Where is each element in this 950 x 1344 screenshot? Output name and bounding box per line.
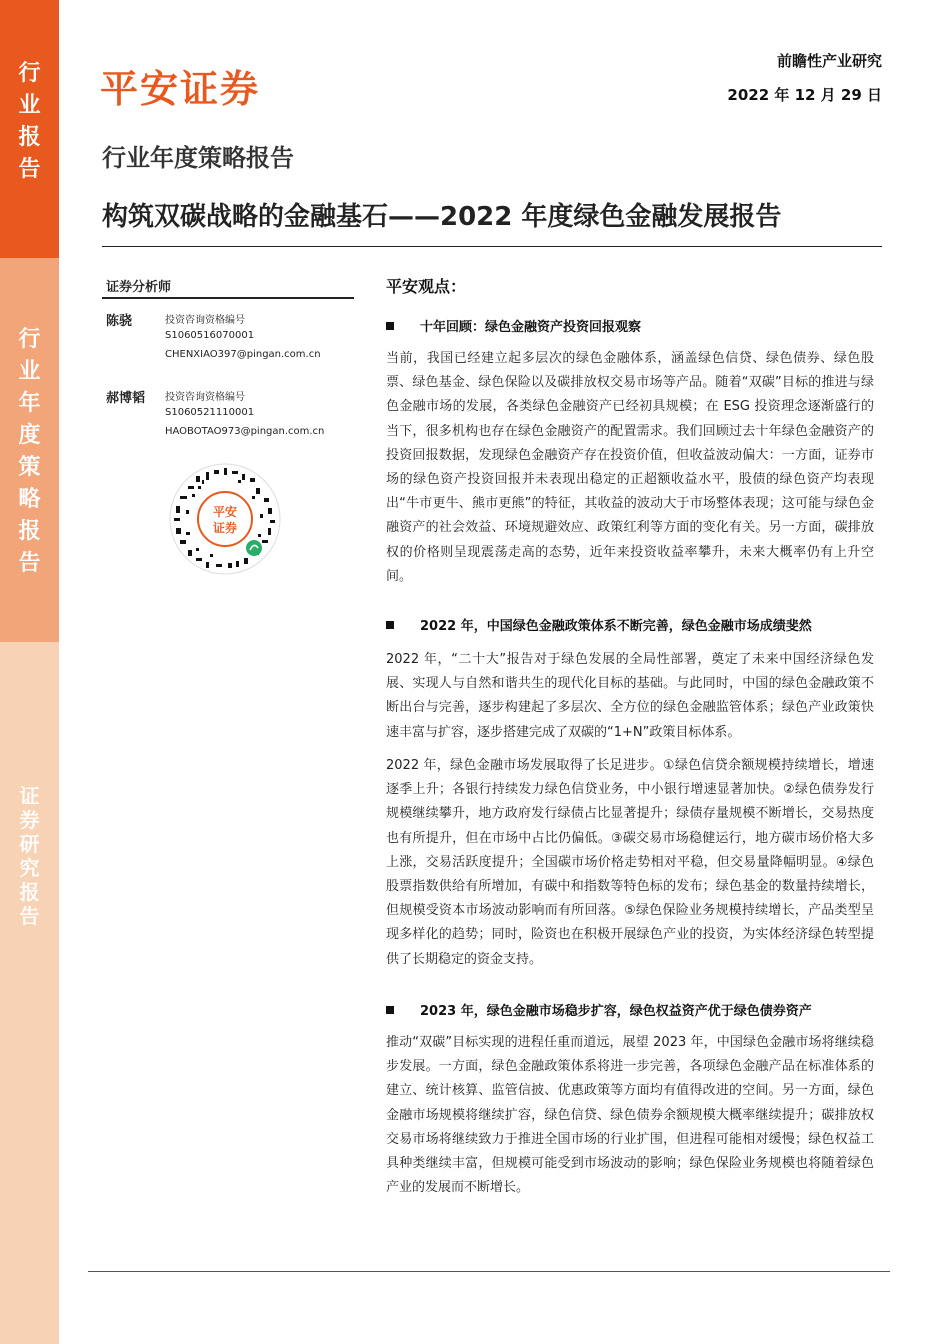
analysts-heading: 证券分析师	[106, 280, 172, 295]
section-heading	[386, 1000, 812, 1019]
sidebar-char: 策	[18, 455, 41, 480]
sidebar-char: 研	[19, 832, 40, 856]
section-heading-text: 2023 年，绿色金融市场稳步扩容，绿色权益资产优于绿色债券资产	[420, 1004, 812, 1019]
analyst-license-label: 投资咨询资格编号	[165, 315, 245, 326]
report-type: 行业年度策略报告	[102, 144, 294, 172]
section-paragraph: 2022 年，“二十大”报告对于绿色发展的全局性部署，奠定了未来中国经济绿色发展、实现人与自然和谐共生的现代化目标的基础。与此同时，中国的绿色金融政策不断出台与完善，逐步构建起了多层次、全方位的绿色金融监管体系；绿色产业政策快速丰富与扩容，逐步搭建完成了双碳的“1+N”政策目标体系。	[386, 652, 874, 740]
analyst-email[interactable]: CHENXIAO397@pingan.com.cn	[165, 349, 321, 360]
section-paragraph: 2022 年，绿色金融市场发展取得了长足进步。①绿色信贷余额规模持续增长，增速逐季上升；各银行持续发力绿色信贷业务，中小银行增速显著加快。②绿色债券发行规模继续攀升，地方政府发行绿债占比显著提升；绿债存量规模不断增长，交易热度也有所提升，但在市场中占比仍偏低。③碳交易市场稳健运行，地方碳市场价格大多上涨，交易活跃度提升；全国碳市场价格走势相对平稳，但交易量降幅明显。④绿色股票指数供给有所增加，有碳中和指数等特色标的发布；绿色基金的数量持续增长，但规模受资本市场波动影响而有所回落。⑤绿色保险业务规模持续增长，产品类型呈现多样化的趋势；同时，险资也在积极开展绿色产业的投资，为实体经济绿色转型提供了长期稳定的资金支持。	[386, 758, 874, 967]
svg-text:平安: 平安	[212, 505, 238, 519]
sidebar-char: 业	[18, 93, 41, 118]
analyst-name: 郝博韬	[106, 391, 146, 406]
sidebar-char: 报	[18, 519, 41, 544]
analyst-license-number: S1060521110001	[165, 407, 255, 418]
sidebar-char: 究	[19, 856, 40, 880]
sidebar-char: 略	[18, 487, 41, 512]
sidebar-char: 告	[19, 904, 40, 928]
section-paragraph: 当前，我国已经建立起多层次的绿色金融体系，涵盖绿色信贷、绿色债券、绿色股票、绿色基金、绿色保险以及碳排放权交易市场等产品。随着“双碳”目标的推进与绿色金融市场的发展，各类绿色金融资产已经初具规模；在 ESG 投资理念逐渐盛行的当下，很多机构也存在绿色金融资产的配置需求。我们回顾过去十年绿色金融资产的投资回报数据，发现绿色金融资产存在投资价值，但收益波动偏大：一方面，证券市场的绿色资产投资回报并未表现出稳定的正超额收益水平，股债的绿色资产均表现出“牛市更牛、熊市更熊”的特征，其收益的波动大于市场整体表现；这可能与绿色金融资产的社会效益、环境规避效应、政策红利等方面的变化有关。另一方面，碳排放权的价格则呈现震荡走高的态势，近年来投资收益率攀升，未来大概率仍有上升空间。	[386, 351, 874, 584]
bullet-square-icon	[386, 1006, 394, 1014]
section-paragraph: 推动“双碳”目标实现的进程任重而道远，展望 2023 年，中国绿色金融市场将继续稳步发展。一方面，绿色金融政策体系将进一步完善，各项绿色金融产品在标准体系的建立、统计核算、监管信披、优惠政策等方面均有值得改进的空间。另一方面，绿色金融市场规模将继续扩容，绿色信贷、绿色债券余额规模大概率继续提升；碳排放权交易市场将继续致力于推进全国市场的行业扩围，但进程可能相对缓慢；绿色权益工具种类继续丰富，但规模可能受到市场波动的影响；绿色保险业务规模也将随着绿色产业的发展而不断增长。	[386, 1035, 874, 1196]
bullet-square-icon	[386, 322, 394, 330]
section-heading-text: 十年回顾：绿色金融资产投资回报观察	[420, 320, 642, 335]
sidebar-char: 报	[18, 125, 41, 150]
key-views-heading: 平安观点：	[386, 277, 467, 296]
sidebar-char: 行	[18, 61, 41, 86]
brand-logo: 平安证券	[100, 67, 261, 111]
sidebar-char: 度	[18, 423, 41, 448]
sidebar-block-securities-research	[0, 642, 59, 1344]
sidebar-char: 行	[18, 327, 41, 352]
section-heading	[386, 316, 641, 335]
mini-program-qr-code	[168, 462, 282, 576]
analyst-email[interactable]: HAOBOTAO973@pingan.com.cn	[165, 426, 325, 437]
analyst-name: 陈骁	[106, 314, 133, 329]
sidebar-char: 报	[19, 880, 40, 904]
bullet-square-icon	[386, 621, 394, 629]
section-heading-text: 2022 年，中国绿色金融政策体系不断完善，绿色金融市场成绩斐然	[420, 619, 812, 634]
sidebar-char: 告	[18, 157, 41, 182]
footer-divider	[88, 1271, 890, 1272]
report-category: 前瞻性产业研究	[776, 52, 882, 70]
svg-text:证券: 证券	[212, 521, 238, 535]
report-date: 2022 年 12 月 29 日	[727, 86, 882, 104]
title-divider	[102, 246, 882, 247]
sidebar-char: 告	[18, 551, 41, 576]
sidebar-char: 券	[19, 808, 40, 832]
sidebar-char: 证	[19, 784, 40, 808]
sidebar-char: 年	[18, 391, 41, 416]
sidebar-char: 业	[18, 359, 41, 384]
analyst-license-number: S1060516070001	[165, 330, 255, 341]
sidebar-block-industry-report	[0, 0, 59, 258]
report-title: 构筑双碳战略的金融基石——2022 年度绿色金融发展报告	[102, 202, 782, 232]
sidebar-block-annual-strategy	[0, 258, 59, 642]
analyst-license-label: 投资咨询资格编号	[165, 392, 245, 403]
section-heading	[386, 615, 812, 634]
analysts-divider	[102, 297, 354, 299]
